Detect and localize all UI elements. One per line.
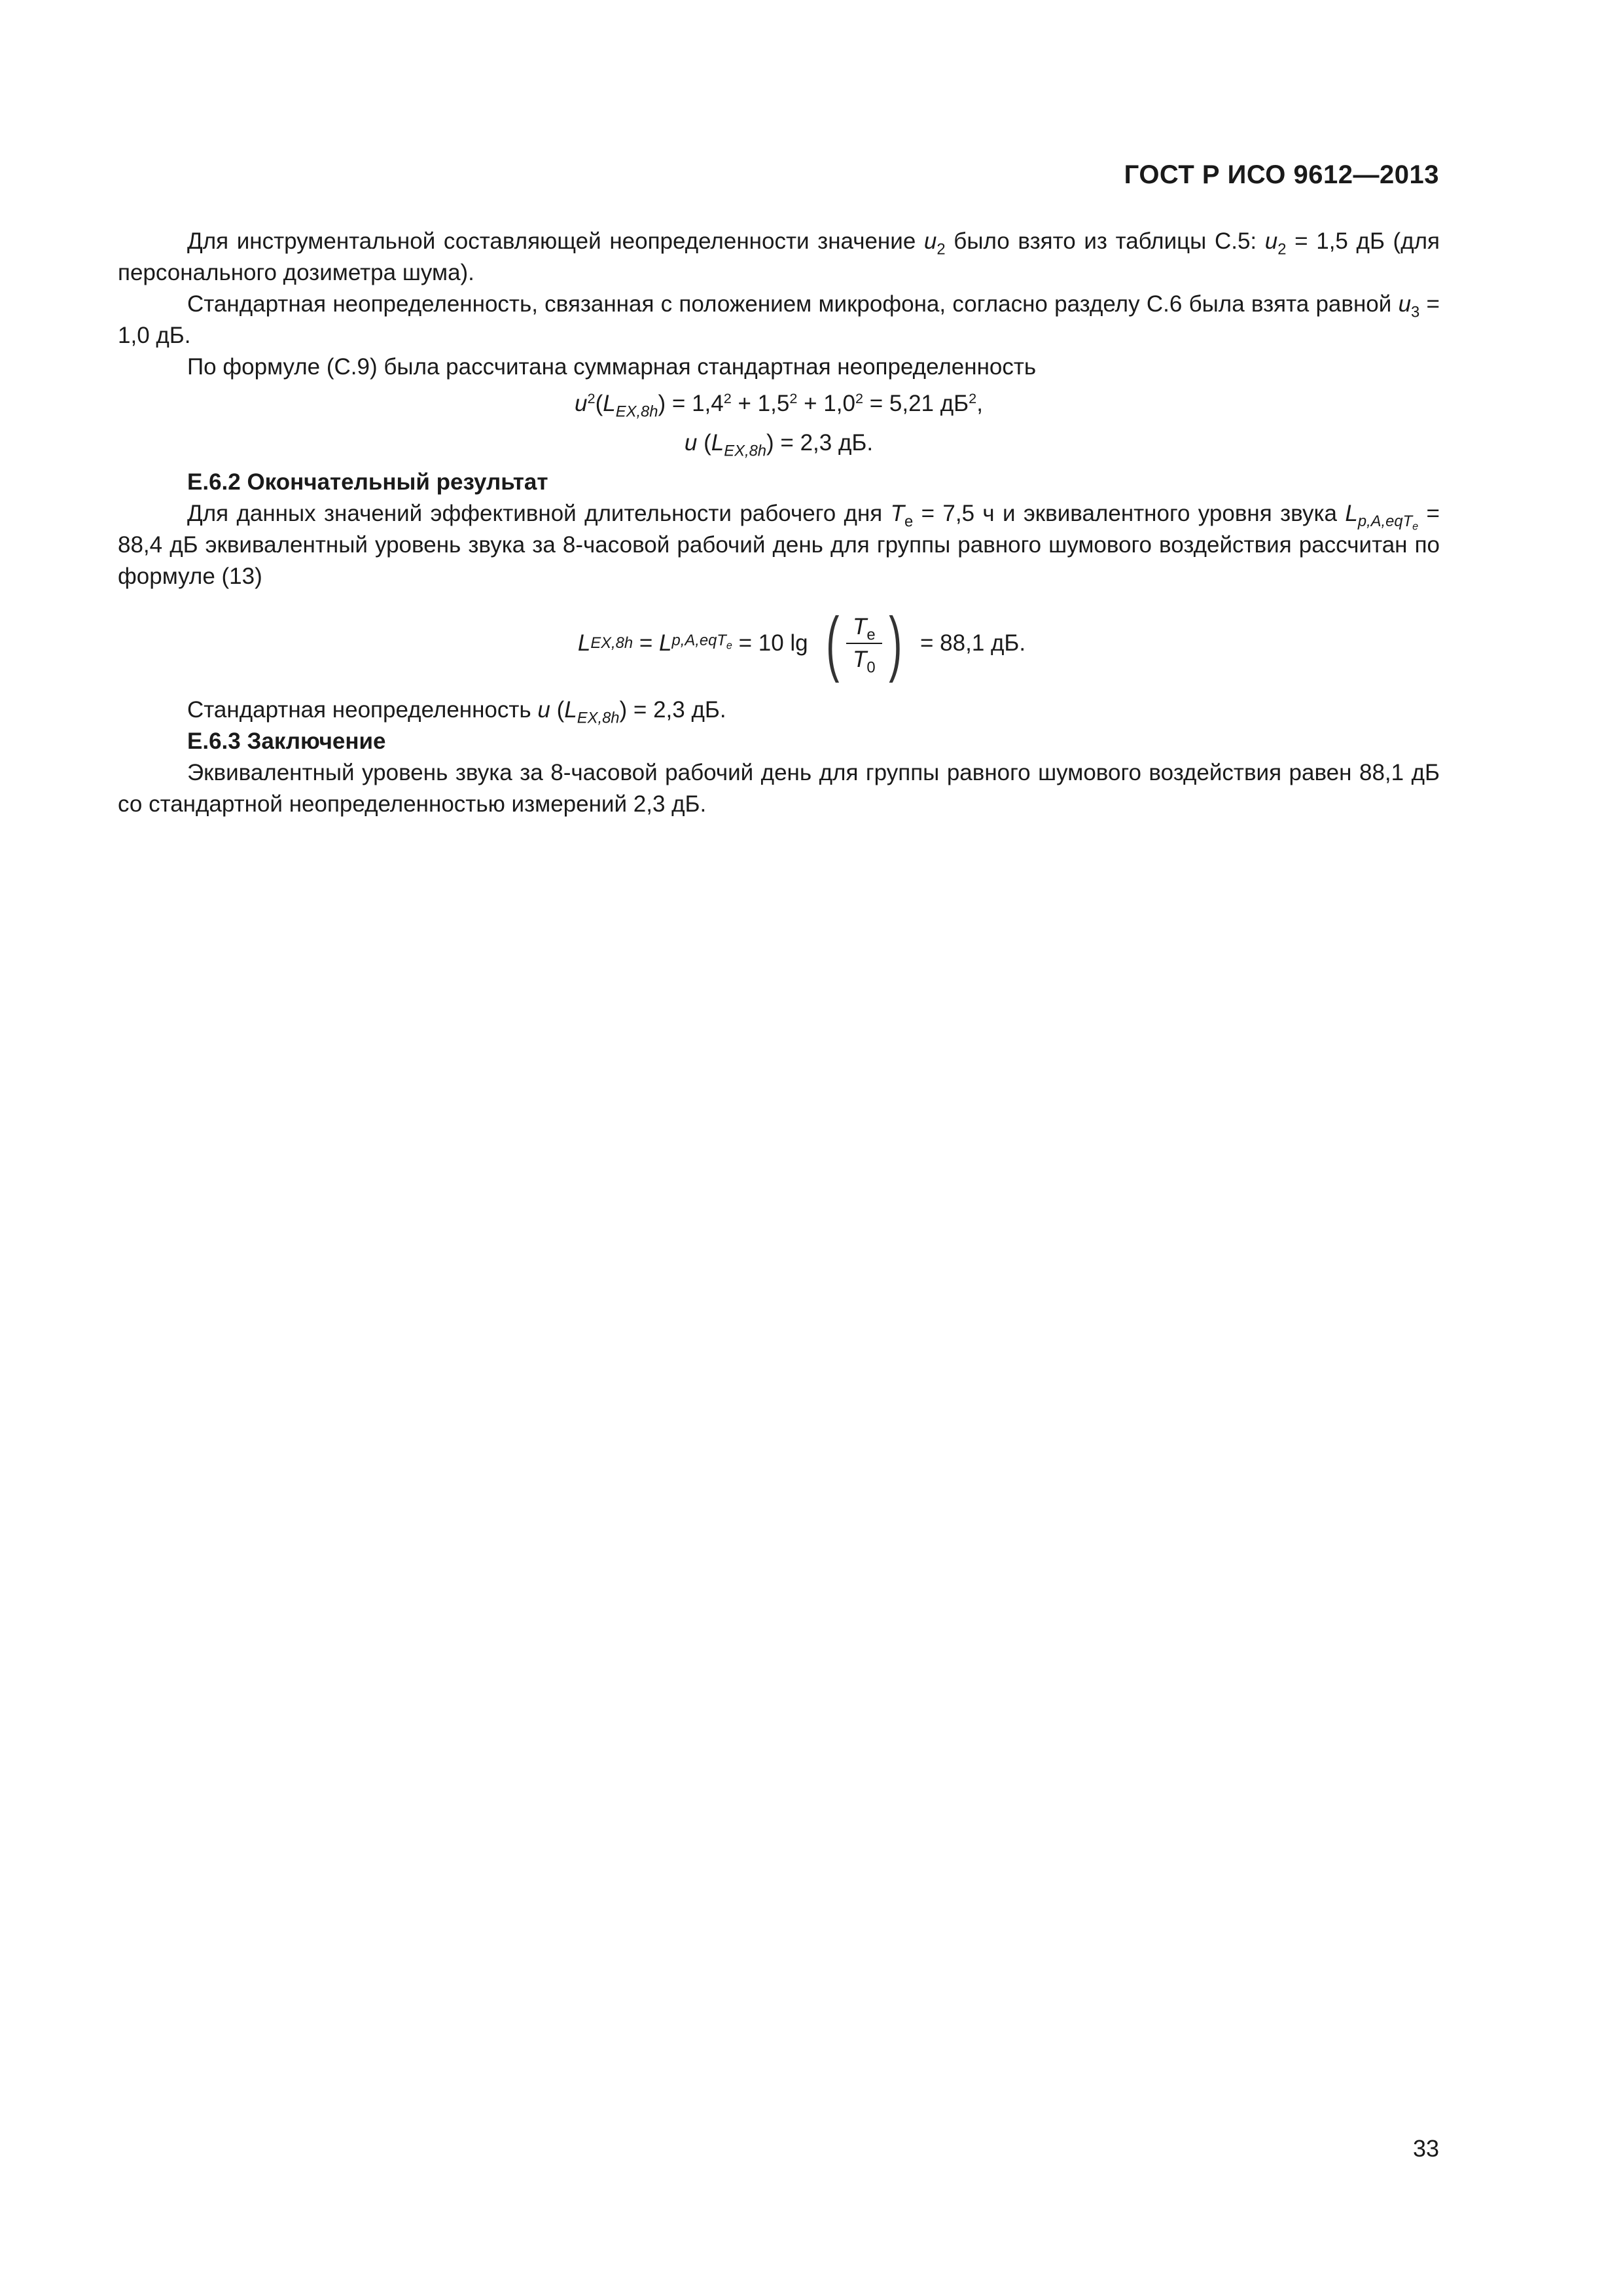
eq1-u: u [575, 391, 588, 416]
para2-text: Стандартная неопределенность, связанная с положением микрофона, согласно разделу С.6 была взята равной [187, 291, 1399, 317]
L-subscript-e: e [1412, 520, 1419, 533]
paragraph-u3 [118, 289, 1440, 351]
page-number: 33 [1412, 2135, 1439, 2162]
para5-end: ) = 2,3 дБ. [619, 697, 726, 723]
index-3: 3 [1411, 303, 1420, 321]
eq2-sub: EX,8h [724, 442, 767, 460]
eq2-L: L [711, 430, 724, 456]
eq3-num-T: T [853, 614, 867, 639]
var-T: T [890, 501, 904, 526]
body-text [118, 226, 1440, 820]
var-L: L [1345, 501, 1358, 526]
eq3-L1: L [577, 630, 591, 656]
eq1-sq-d: 2 [969, 390, 977, 407]
eq1-rhs-c: + 1,0 [797, 391, 855, 416]
para1-before: Для инструментальной составляющей неопределенности значение [187, 228, 924, 254]
eq1-sub: EX,8h [615, 403, 658, 421]
eq1-open: ( [595, 391, 603, 416]
var-u: u [923, 228, 937, 254]
eq3-den-T: T [853, 647, 867, 672]
eq1-end: , [976, 391, 983, 416]
eq3-right-paren: ) [888, 603, 902, 683]
equation-combined-uncertainty [118, 388, 1440, 420]
eq3-left-paren: ( [826, 603, 840, 683]
var-u: u [1398, 291, 1412, 317]
para1-value: = 1,5 дБ (для персонального дозиметра шума). [118, 228, 1440, 285]
var-u: u [1264, 228, 1278, 254]
index-e: e [904, 512, 914, 531]
para5-u: u [537, 697, 550, 723]
para5-open: ( [550, 697, 565, 723]
para2-value: = 1,0 дБ. [118, 291, 1440, 348]
eq3-denominator [846, 644, 882, 677]
eq1-rhs-d: = 5,21 дБ [863, 391, 969, 416]
paragraph-conclusion: Эквивалентный уровень звука за 8-часовой рабочий день для группы равного шумового воздействия равен 88,1 дБ со стандартной неопределенностью измерений 2,3 дБ. [118, 760, 1440, 817]
para4-t1: Для данных значений эффективной длительности рабочего дня [187, 501, 891, 526]
para4-t3: = 88,4 дБ эквивалентный уровень звука за 8-часовой рабочий день для группы равного шумового воздействия рассчитан по формуле (13) [118, 501, 1440, 589]
eq3-L2-sub [671, 632, 732, 652]
para5-sub: EX,8h [577, 709, 620, 727]
paragraph-u2 [118, 226, 1440, 289]
eq3-L2: L [659, 630, 672, 656]
index-2: 2 [1277, 240, 1287, 259]
L-subscript [1357, 512, 1419, 533]
eq3-fraction-group [821, 603, 907, 683]
index-2: 2 [936, 240, 946, 259]
eq3-L2-sub-text: p,A,eqT [671, 632, 726, 650]
eq2-rhs: ) = 2,3 дБ. [766, 430, 874, 456]
eq3-den-0: 0 [866, 658, 876, 677]
eq1-sq-a: 2 [723, 390, 732, 407]
eq3-result: = 88,1 дБ. [914, 630, 1026, 656]
eq2-open: ( [697, 430, 711, 456]
eq1-sq-b: 2 [789, 390, 798, 407]
eq1-rhs-a: = 1,4 [666, 391, 724, 416]
eq3-num-e: e [866, 626, 876, 644]
eq3-numerator [846, 613, 882, 644]
equation-uncertainty-value [118, 427, 1440, 459]
equation-13: L EX,8h = L p,A,eqT$_e$ = 10 lg ( $\frac{T_e}{T_0}$ ) = 88,1 дБ. [577, 603, 1026, 683]
para5-text: Стандартная неопределенность [187, 697, 538, 723]
standard-header: ГОСТ Р ИСО 9612—2013 [1124, 160, 1439, 189]
eq1-L: L [603, 391, 616, 416]
eq2-u: u [684, 430, 698, 456]
eq3-L2-sub-e: e [726, 639, 732, 652]
paragraph-final-result [118, 498, 1440, 592]
eq3-eq2: = 10 lg [732, 630, 815, 656]
eq3-fraction [846, 613, 882, 677]
eq1-close: ) [658, 391, 666, 416]
para1-after: было взято из таблицы С.5: [945, 228, 1265, 254]
eq3-eq1: = [633, 630, 660, 656]
paragraph-standard-uncertainty [118, 694, 1440, 726]
eq1-square: 2 [587, 390, 596, 407]
eq1-sq-c: 2 [855, 390, 864, 407]
paragraph-formula-ref: По формуле (С.9) была рассчитана суммарная стандартная неопределенность [187, 354, 1037, 380]
eq1-rhs-b: + 1,5 [731, 391, 790, 416]
para4-t2: = 7,5 ч и эквивалентного уровня звука [913, 501, 1346, 526]
para5-L: L [564, 697, 577, 723]
L-subscript-text: p,A,eqT [1357, 512, 1413, 531]
section-heading-e63: Е.6.3 Заключение [187, 728, 386, 754]
section-heading-e62: Е.6.2 Окончательный результат [187, 469, 548, 495]
